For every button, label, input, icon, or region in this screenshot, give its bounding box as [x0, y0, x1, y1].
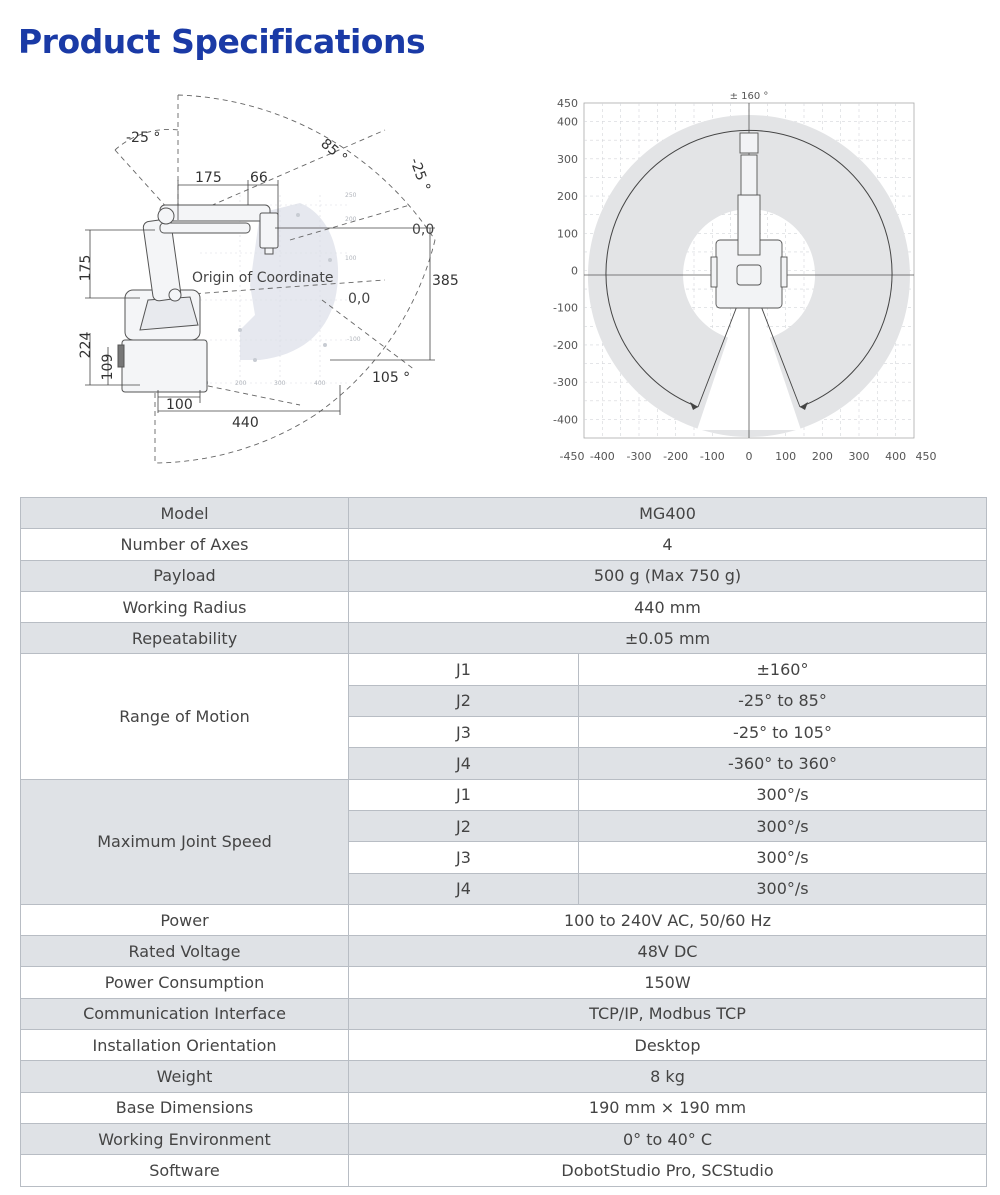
angle-neg25-left: -25 °	[126, 130, 161, 146]
spec-joint: J1	[349, 654, 579, 685]
x-tick-label: -300	[626, 450, 652, 463]
angle-105: 105 °	[372, 370, 411, 386]
spec-value: 500 g (Max 750 g)	[349, 560, 987, 591]
page-title: Product Specifications	[18, 22, 426, 61]
spec-value: Desktop	[349, 1030, 987, 1061]
svg-text:400: 400	[314, 380, 326, 387]
y-tick-label: 400	[557, 115, 578, 129]
spec-row	[21, 967, 987, 998]
origin-label: Origin of Coordinate	[192, 270, 334, 286]
x-tick-label: -450	[559, 450, 585, 463]
angle-label: ± 160 °	[729, 91, 769, 102]
spec-row	[21, 529, 987, 560]
spec-row	[21, 936, 987, 967]
side-view-diagram	[60, 85, 480, 470]
spec-joint-value: 300°/s	[579, 810, 987, 841]
spec-label: Number of Axes	[21, 529, 349, 560]
x-tick-label: -100	[699, 450, 725, 463]
spec-row	[21, 591, 987, 622]
svg-text:300: 300	[274, 380, 286, 387]
y-tick-label: -200	[553, 338, 578, 352]
spec-value: MG400	[349, 498, 987, 529]
spec-joint-value: 300°/s	[579, 779, 987, 810]
svg-text:100: 100	[345, 255, 357, 262]
spec-joint-value: ±160°	[579, 654, 987, 685]
spec-value: 0° to 40° C	[349, 1123, 987, 1154]
svg-text:-100: -100	[347, 336, 361, 343]
coord-lower: 0,0	[348, 291, 371, 307]
y-tick-label: -300	[553, 376, 578, 390]
spec-label: Base Dimensions	[21, 1092, 349, 1123]
spec-value: 150W	[349, 967, 987, 998]
x-tick-label: 300	[848, 450, 870, 463]
spec-joint: J3	[349, 717, 579, 748]
spec-label: Payload	[21, 560, 349, 591]
spec-group-label: Range of Motion	[21, 654, 349, 779]
spec-value: DobotStudio Pro, SCStudio	[349, 1155, 987, 1186]
dim-175-top: 175	[195, 170, 222, 186]
spec-value: 440 mm	[349, 591, 987, 622]
spec-value: ±0.05 mm	[349, 623, 987, 654]
y-tick-label: 450	[557, 97, 578, 110]
spec-joint: J2	[349, 810, 579, 841]
svg-text:250: 250	[345, 192, 357, 199]
svg-text:200: 200	[235, 380, 247, 387]
spec-value: 100 to 240V AC, 50/60 Hz	[349, 904, 987, 935]
angle-85: 85 °	[317, 135, 351, 167]
spec-joint-value: -25° to 105°	[579, 717, 987, 748]
spec-row	[21, 904, 987, 935]
spec-value: TCP/IP, Modbus TCP	[349, 998, 987, 1029]
spec-label: Weight	[21, 1061, 349, 1092]
spec-row	[21, 1155, 987, 1186]
spec-row	[21, 654, 987, 685]
spec-joint: J4	[349, 873, 579, 904]
dim-175-left: 175	[78, 254, 94, 282]
x-tick-label: 400	[885, 450, 907, 463]
svg-text:200: 200	[345, 216, 357, 223]
spec-label: Model	[21, 498, 349, 529]
spec-label: Software	[21, 1155, 349, 1186]
spec-row	[21, 1061, 987, 1092]
spec-joint: J4	[349, 748, 579, 779]
spec-joint-value: -360° to 360°	[579, 748, 987, 779]
spec-label: Installation Orientation	[21, 1030, 349, 1061]
coord-upper: 0,0	[412, 222, 435, 238]
y-tick-label: -100	[553, 301, 578, 315]
spec-table	[20, 497, 987, 1187]
dim-385: 385	[432, 273, 459, 289]
spec-label: Working Radius	[21, 591, 349, 622]
y-tick-label: 0	[571, 264, 578, 278]
spec-label: Power Consumption	[21, 967, 349, 998]
y-tick-label: 100	[557, 227, 578, 241]
spec-label: Repeatability	[21, 623, 349, 654]
spec-value: 190 mm × 190 mm	[349, 1092, 987, 1123]
x-tick-label: 200	[811, 450, 833, 463]
dim-440: 440	[232, 415, 259, 431]
spec-row	[21, 498, 987, 529]
dim-224: 224	[78, 331, 94, 359]
spec-joint: J1	[349, 779, 579, 810]
y-tick-label: -400	[553, 413, 578, 427]
spec-row	[21, 1092, 987, 1123]
x-tick-label: 100	[775, 450, 797, 463]
spec-joint-value: 300°/s	[579, 842, 987, 873]
y-tick-label: 300	[557, 152, 578, 166]
dim-66: 66	[250, 170, 268, 186]
y-tick-label: 200	[557, 190, 578, 204]
spec-joint-value: 300°/s	[579, 873, 987, 904]
x-tick-label: 0	[745, 450, 753, 463]
spec-group-label: Maximum Joint Speed	[21, 779, 349, 904]
spec-value: 4	[349, 529, 987, 560]
spec-joint-value: -25° to 85°	[579, 685, 987, 716]
dim-100: 100	[166, 397, 193, 413]
spec-row	[21, 623, 987, 654]
x-tick-label: -200	[663, 450, 689, 463]
spec-value: 8 kg	[349, 1061, 987, 1092]
spec-row	[21, 1030, 987, 1061]
spec-label: Working Environment	[21, 1123, 349, 1154]
spec-row	[21, 779, 987, 810]
x-tick-label: -400	[589, 450, 615, 463]
top-view-diagram	[545, 85, 945, 470]
spec-label: Power	[21, 904, 349, 935]
angle-neg25-right: -25 °	[406, 155, 434, 194]
spec-joint: J3	[349, 842, 579, 873]
spec-row	[21, 998, 987, 1029]
dim-109: 109	[100, 353, 116, 381]
x-tick-label: 450	[915, 450, 937, 463]
spec-value: 48V DC	[349, 936, 987, 967]
spec-row	[21, 560, 987, 591]
spec-label: Communication Interface	[21, 998, 349, 1029]
spec-joint: J2	[349, 685, 579, 716]
spec-row	[21, 1123, 987, 1154]
spec-label: Rated Voltage	[21, 936, 349, 967]
